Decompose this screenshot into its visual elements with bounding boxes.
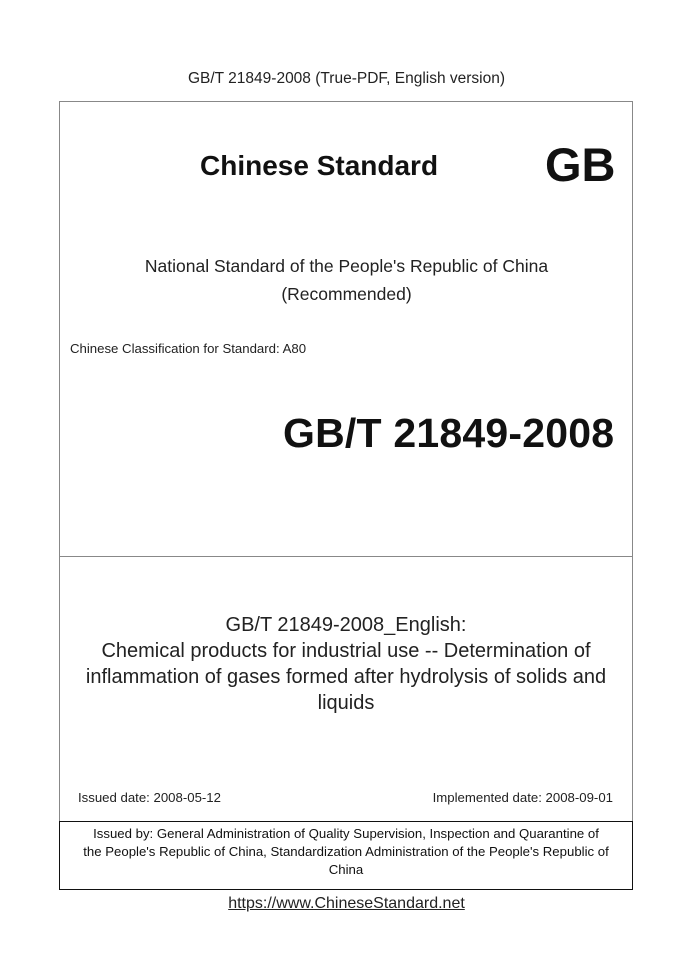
title-line-1: GB/T 21849-2008_English: xyxy=(225,614,467,636)
gb-mark: GB xyxy=(545,138,616,191)
document-title xyxy=(60,612,632,716)
page-header: GB/T 21849-2008 (True-PDF, English version) xyxy=(187,70,506,87)
chinese-standard-heading: Chinese Standard xyxy=(200,150,439,181)
national-line-2: (Recommended) xyxy=(281,284,412,304)
national-line-1: National Standard of the People's Republic of China xyxy=(144,256,549,276)
issuer-line-2: the People's Republic of China, Standardization Administration of the People's Republic of xyxy=(83,844,609,859)
standard-code: GB/T 21849-2008 xyxy=(283,410,615,456)
national-standard-text xyxy=(0,252,693,308)
website-link[interactable]: https://www.ChineseStandard.net xyxy=(228,895,465,912)
title-line-3: inflammation of gases formed after hydrolysis of solids and xyxy=(85,666,607,688)
implemented-date: Implemented date: 2008-09-01 xyxy=(432,790,613,805)
issuer-line-3: China xyxy=(328,862,364,877)
issuer-box xyxy=(59,821,633,890)
classification-text: Chinese Classification for Standard: A80 xyxy=(70,341,307,356)
title-line-2: Chemical products for industrial use -- Determination of xyxy=(101,640,591,662)
title-line-4: liquids xyxy=(317,692,375,714)
issued-date: Issued date: 2008-05-12 xyxy=(78,790,221,805)
footer-link-container xyxy=(0,895,693,913)
issuer-line-1: Issued by: General Administration of Quality Supervision, Inspection and Quarantine of xyxy=(93,826,599,841)
